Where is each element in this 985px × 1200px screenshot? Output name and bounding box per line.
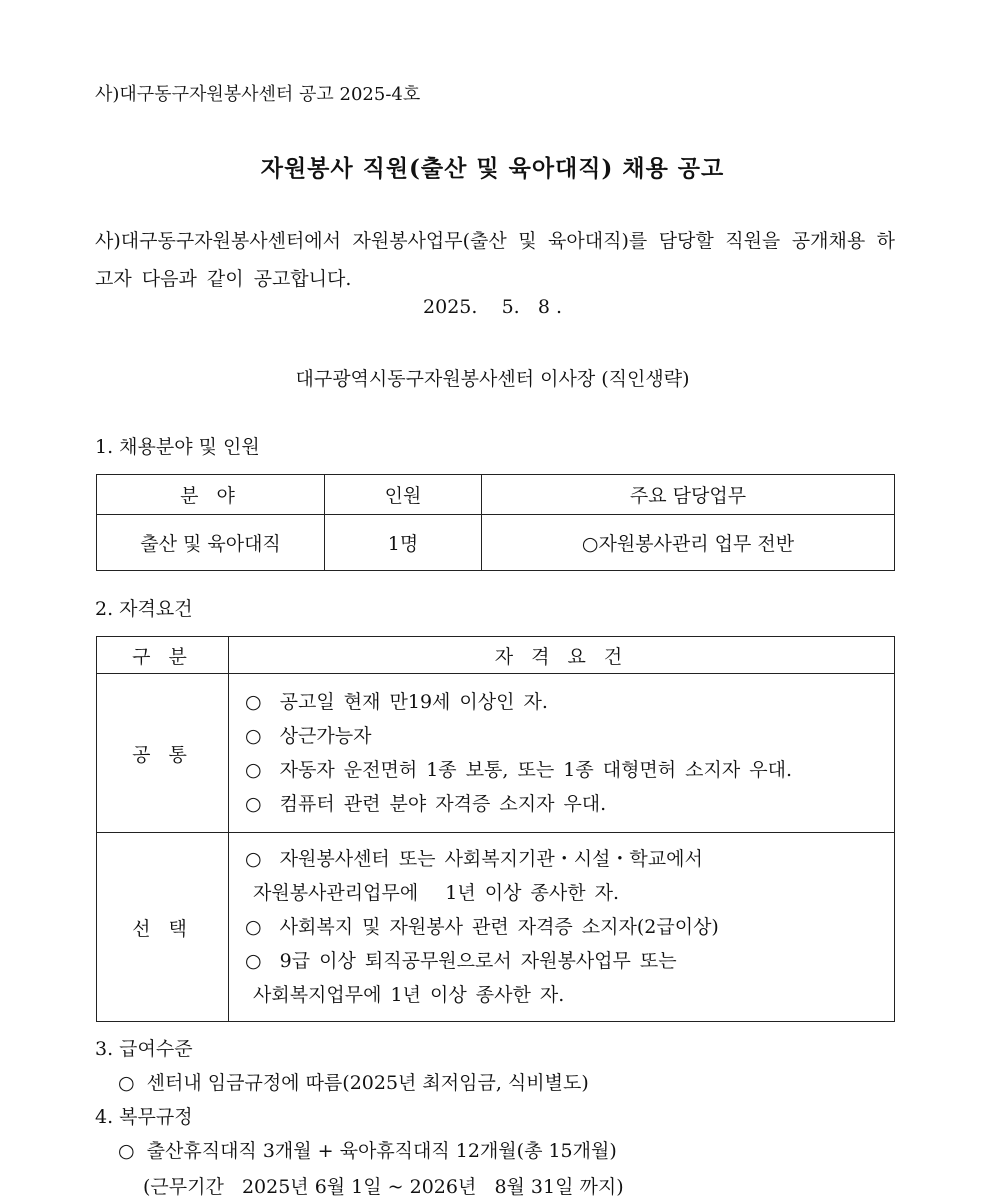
service-period: (근무기간 2025년 6월 1일 ~ 2026년 8월 31일 까지) [143,1176,624,1198]
notice-number: 사)대구동구자원봉사센터 공고 2025-4호 [95,84,421,105]
salary-item: ○ 센터내 임금규정에 따름(2025년 최저임금, 식비별도) [118,1072,589,1094]
list-item: ○ 자동자 운전면허 1종 보통, 또는 1종 대형면허 소지자 우대. [245,759,793,781]
table-header-row [97,475,895,515]
category-common: 공 통 [97,674,229,833]
header-field: 분 야 [97,475,325,515]
qualification-table [96,636,895,1022]
cell-field: 출산 및 육아대직 [97,515,325,571]
list-item: ○ 상근가능자 [245,725,372,747]
header-requirements: 자 격 요 건 [229,637,895,674]
recruitment-table [96,474,895,571]
section-1-title: 1. 채용분야 및 인원 [95,436,260,458]
issuing-organization: 대구광역시동구자원봉사센터 이사장 (직인생략) [295,368,690,390]
list-item: ○ 공고일 현재 만19세 이상인 자. [245,691,548,713]
notice-date: 2025. 5. 8 . [423,296,562,318]
section-3-title: 3. 급여수준 [95,1038,193,1060]
table-row [97,674,895,833]
section-4-title: 4. 복무규정 [95,1106,193,1128]
requirements-optional [229,833,895,1022]
header-duty: 주요 담당업무 [482,475,895,515]
header-category: 구 분 [97,637,229,674]
list-item: ○ 자원봉사센터 또는 사회복지기관・시설・학교에서 [245,848,703,870]
intro-paragraph: 사)대구동구자원봉사센터에서 자원봉사업무(출산 및 육아대직)를 담당할 직원을 공개채용 하고자 다음과 같이 공고합니다. [95,230,895,290]
document-title: 자원봉사 직원(출산 및 육아대직) 채용 공고 [260,155,725,182]
requirements-common [229,674,895,833]
list-item: ○ 사회복지 및 자원봉사 관련 자격증 소지자(2급이상) [245,916,719,938]
table-header-row [97,637,895,674]
list-item: ○ 9급 이상 퇴직공무원으로서 자원봉사업무 또는 [245,950,677,972]
list-item: 사회복지업무에 1년 이상 종사한 자. [253,984,565,1006]
service-item: ○ 출산휴직대직 3개월 + 육아휴직대직 12개월(총 15개월) [118,1140,617,1162]
cell-duty: ○자원봉사관리 업무 전반 [482,515,895,571]
cell-count: 1명 [325,515,482,571]
list-item: ○ 컴퓨터 관련 분야 자격증 소지자 우대. [245,793,607,815]
header-count: 인원 [325,475,482,515]
table-row [97,833,895,1022]
list-item: 자원봉사관리업무에 1년 이상 종사한 자. [253,882,620,904]
section-2-title: 2. 자격요건 [95,598,193,620]
category-optional: 선 택 [97,833,229,1022]
table-row [97,515,895,571]
